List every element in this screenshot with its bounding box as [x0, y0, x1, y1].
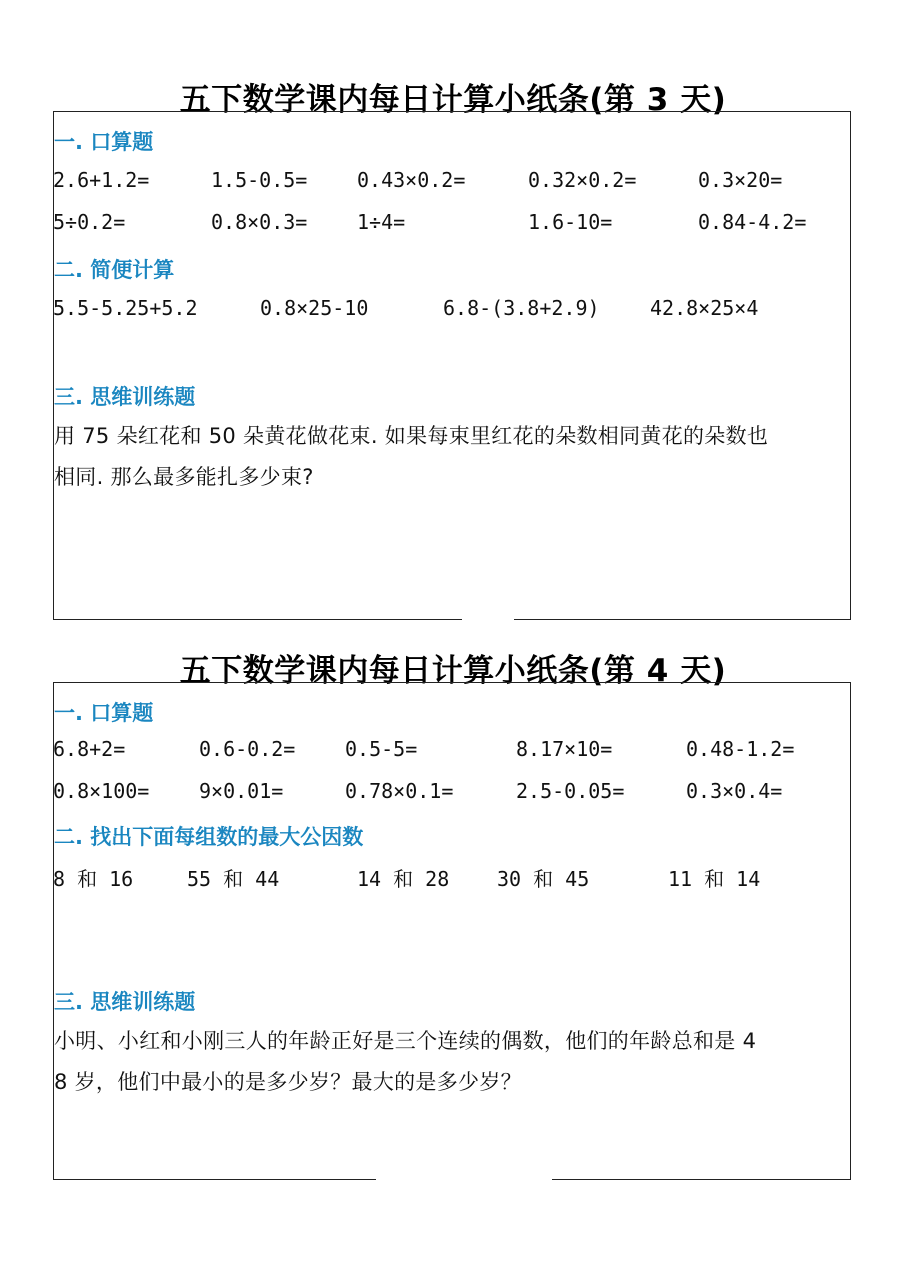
- problem: 0.8×25-10: [260, 296, 369, 320]
- problem: 1.6-10=: [528, 210, 613, 234]
- problem: 5÷0.2=: [53, 210, 126, 234]
- day4-oral-row2: [0, 779, 906, 809]
- problem: 0.8×0.3=: [211, 210, 308, 234]
- day3-oral-row2: [0, 210, 906, 240]
- problem: 6.8+2=: [53, 737, 126, 761]
- day4-oral-row1: [0, 737, 906, 767]
- problem: 11 和 14: [668, 867, 761, 891]
- day3-section-simplify: 二. 简便计算: [54, 258, 175, 282]
- problem: 55 和 44: [187, 867, 280, 891]
- problem: 0.8×100=: [53, 779, 150, 803]
- problem: 14 和 28: [357, 867, 450, 891]
- problem: 2.5-0.05=: [516, 779, 625, 803]
- day3-title: 五下数学课内每日计算小纸条(第 3 天): [179, 82, 727, 118]
- problem: 0.43×0.2=: [357, 168, 466, 192]
- day4-gcd-row: [0, 863, 906, 893]
- day3-section-oral: 一. 口算题: [54, 130, 154, 154]
- day3-simplify-row: [0, 296, 906, 326]
- problem: 0.6-0.2=: [199, 737, 296, 761]
- problem: 1÷4=: [357, 210, 406, 234]
- problem: 6.8-(3.8+2.9): [443, 296, 600, 320]
- day3-word-problem: [54, 416, 854, 498]
- day3-oral-row1: [0, 168, 906, 198]
- problem: 0.48-1.2=: [686, 737, 795, 761]
- day3-section-thinking: 三. 思维训练题: [54, 385, 196, 409]
- problem: 2.6+1.2=: [53, 168, 150, 192]
- problem-line: 小明、小红和小刚三人的年龄正好是三个连续的偶数，他们的年龄总和是 4: [54, 1029, 757, 1053]
- day3-box-gap: [462, 617, 514, 623]
- problem: 42.8×25×4: [650, 296, 759, 320]
- problem: 0.84-4.2=: [698, 210, 807, 234]
- problem: 0.3×0.4=: [686, 779, 783, 803]
- day4-title: 五下数学课内每日计算小纸条(第 4 天): [179, 653, 727, 689]
- problem-line: 用 75 朵红花和 50 朵黄花做花束. 如果每束里红花的朵数相同黄花的朵数也: [54, 424, 769, 448]
- problem: 0.3×20=: [698, 168, 783, 192]
- problem: 0.32×0.2=: [528, 168, 637, 192]
- problem: 9×0.01=: [199, 779, 284, 803]
- day4-section-oral: 一. 口算题: [54, 701, 154, 725]
- problem-line: 相同. 那么最多能扎多少束?: [54, 465, 314, 489]
- day4-box-gap: [376, 1177, 552, 1183]
- day4-word-problem: [54, 1021, 854, 1103]
- problem: 1.5-0.5=: [211, 168, 308, 192]
- problem: 0.5-5=: [345, 737, 418, 761]
- problem: 0.78×0.1=: [345, 779, 454, 803]
- problem: 8.17×10=: [516, 737, 613, 761]
- day4-section-gcd: 二. 找出下面每组数的最大公因数: [54, 825, 364, 849]
- problem: 5.5-5.25+5.2: [53, 296, 198, 320]
- problem: 8 和 16: [53, 867, 134, 891]
- problem-line: 8 岁，他们中最小的是多少岁？最大的是多少岁？: [54, 1070, 522, 1094]
- problem: 30 和 45: [497, 867, 590, 891]
- day4-section-thinking: 三. 思维训练题: [54, 990, 196, 1014]
